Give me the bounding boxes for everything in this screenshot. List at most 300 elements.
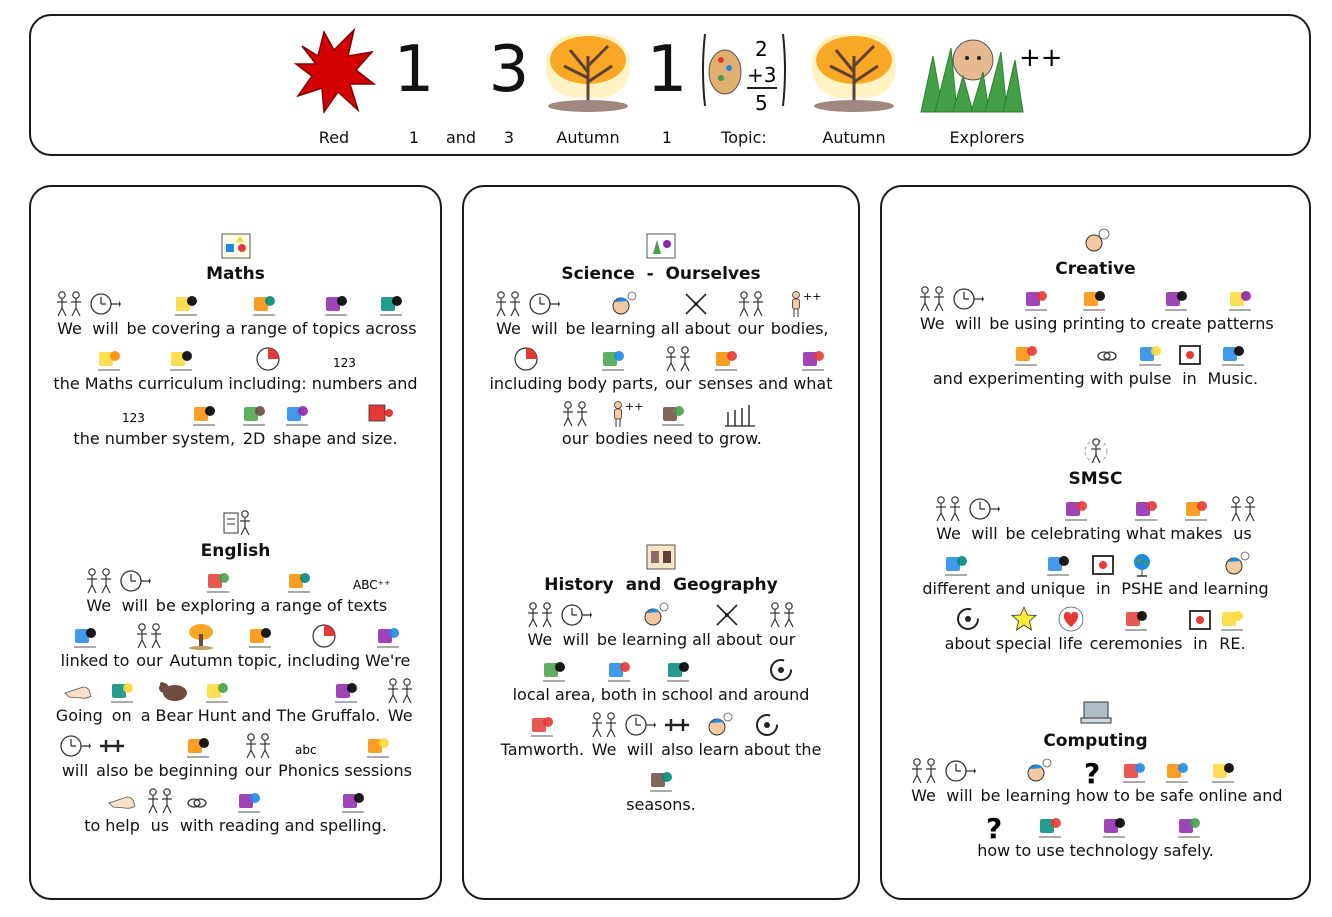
- symbol-word: [1014, 285, 1057, 334]
- word-symbol-icon: [1219, 340, 1247, 368]
- symbol-word: [1228, 495, 1258, 544]
- word-symbol-icon: [589, 711, 619, 739]
- word-text: We: [919, 314, 945, 333]
- symbol-word: [1130, 285, 1146, 334]
- symbol-word: [996, 605, 1052, 654]
- svg-text:ABC⁺⁺: ABC⁺⁺: [353, 578, 391, 592]
- word-text: grow.: [718, 429, 762, 448]
- word-text: Phonics: [278, 761, 340, 780]
- word-symbol-icon: [682, 290, 710, 318]
- word-text: about: [944, 634, 991, 653]
- word-symbol-icon: [968, 495, 1000, 523]
- column-panel-3: [880, 185, 1311, 900]
- svg-text:?: ?: [985, 812, 1002, 845]
- word-symbol-icon: [640, 601, 670, 629]
- word-symbol-icon: [647, 766, 675, 794]
- text-line: [31, 400, 440, 449]
- symbol-word: [952, 285, 984, 334]
- word-symbol-icon: [662, 711, 692, 739]
- symbol-word: [981, 757, 1001, 806]
- header-label: and: [445, 128, 477, 147]
- word-text: sessions: [344, 761, 412, 780]
- word-text: a: [225, 319, 236, 338]
- svg-text:++: ++: [1019, 43, 1063, 73]
- section-title: English: [200, 541, 271, 561]
- word-text: be: [565, 319, 586, 338]
- text-line: [464, 766, 858, 815]
- word-text: to be: [1113, 786, 1155, 805]
- word-symbol-icon: [246, 622, 274, 650]
- english-icon: [31, 509, 440, 537]
- symbol-word: [933, 340, 963, 389]
- symbol-word: [243, 732, 273, 781]
- word-symbol-icon: [322, 290, 350, 318]
- word-text: The: [276, 706, 307, 725]
- word-text: exploring: [180, 596, 256, 615]
- section-title: History and Geography: [544, 575, 778, 595]
- word-text: and: [758, 374, 789, 393]
- word-symbol-icon: [119, 400, 153, 428]
- word-symbol-icon: [243, 732, 273, 760]
- word-symbol-icon: [952, 285, 984, 313]
- word-symbol-icon: [1062, 495, 1090, 523]
- symbol-word: [126, 290, 146, 339]
- computer-icon: [882, 699, 1309, 727]
- word-symbol-icon: [1163, 757, 1191, 785]
- word-symbol-icon: [1128, 550, 1156, 578]
- word-symbol-icon: [917, 285, 947, 313]
- word-symbol-icon: [909, 757, 939, 785]
- word-symbol-icon: [1023, 757, 1053, 785]
- symbol-word: [1163, 812, 1213, 861]
- symbol-word: [145, 787, 175, 836]
- word-text: 2D: [242, 429, 266, 448]
- word-text: be: [989, 314, 1010, 333]
- symbol-word: [273, 400, 321, 449]
- svg-text:?: ?: [1084, 757, 1101, 790]
- symbol-word: [156, 567, 176, 616]
- word-symbol-icon: [1080, 285, 1108, 313]
- symbol-word: [287, 622, 360, 671]
- word-symbol-icon: [767, 656, 795, 684]
- word-symbol-icon: [704, 711, 734, 739]
- symbol-word: [1121, 550, 1163, 599]
- word-symbol-icon: [203, 677, 231, 705]
- word-text: will: [955, 314, 982, 333]
- symbol-word: [1015, 812, 1031, 861]
- section-title: Computing: [1043, 731, 1148, 751]
- symbol-word: [622, 601, 687, 650]
- word-text: technology: [1069, 841, 1159, 860]
- symbol-word: [909, 757, 939, 806]
- section-creative: [882, 227, 1309, 389]
- symbol-word: [501, 711, 584, 760]
- word-symbol-icon: [659, 400, 687, 428]
- word-symbol-icon: [525, 601, 555, 629]
- word-text: using: [1014, 314, 1058, 333]
- word-text: Hunt: [197, 706, 237, 725]
- word-text: safe: [1159, 786, 1194, 805]
- symbol-word: [758, 345, 788, 394]
- svg-text:2: 2: [755, 37, 768, 61]
- symbol-word: [1126, 495, 1165, 544]
- word-symbol-icon: [944, 757, 976, 785]
- word-text: how: [1075, 786, 1109, 805]
- symbol-word: [312, 290, 360, 339]
- word-symbol-icon: [560, 400, 590, 428]
- word-text: curriculum: [138, 374, 224, 393]
- text-line: [882, 495, 1309, 544]
- section-smsc: [882, 437, 1309, 654]
- word-text: Going: [55, 706, 103, 725]
- word-text: about: [743, 740, 791, 759]
- word-symbol-icon: [84, 567, 114, 595]
- word-text: to: [1015, 841, 1032, 860]
- symbol-word: [698, 400, 714, 449]
- word-symbol-icon: [385, 677, 415, 705]
- header-label: Autumn: [822, 128, 886, 147]
- word-symbol-icon: [1010, 605, 1038, 633]
- word-symbol-icon: [608, 290, 638, 318]
- word-symbol-icon: [664, 656, 692, 684]
- word-symbol-icon: [240, 400, 268, 428]
- symbol-word: [736, 290, 766, 339]
- symbol-word: [528, 290, 560, 339]
- word-symbol-icon: [982, 812, 1006, 845]
- word-symbol-icon: [1100, 812, 1128, 840]
- word-symbol-icon: [607, 400, 643, 428]
- word-symbol-icon: [1162, 285, 1190, 313]
- word-text: will: [61, 761, 89, 780]
- symbol-word: [1187, 605, 1213, 654]
- section-english: [31, 509, 440, 836]
- symbol-word: [917, 285, 947, 334]
- word-symbol-icon: [107, 787, 139, 815]
- word-text: texts: [347, 596, 388, 615]
- word-text: will: [971, 524, 998, 543]
- word-text: PSHE: [1121, 579, 1164, 598]
- symbol-word: [597, 601, 617, 650]
- word-text: We: [527, 630, 553, 649]
- word-text: numbers: [311, 374, 383, 393]
- word-text: Maths: [84, 374, 134, 393]
- header-word: [799, 26, 909, 147]
- creative-icon: [882, 227, 1309, 255]
- symbol-word: [241, 677, 271, 726]
- symbol-word: [172, 400, 235, 449]
- word-symbol-icon: [364, 732, 392, 760]
- symbol-word: [59, 732, 91, 781]
- word-text: learning: [1005, 786, 1071, 805]
- word-text: Autumn: [169, 651, 233, 670]
- symbol-word: [320, 787, 387, 836]
- word-text: us: [1233, 524, 1252, 543]
- word-text: a: [140, 706, 151, 725]
- symbol-word: [1062, 285, 1124, 334]
- word-text: of: [326, 596, 343, 615]
- word-symbol-icon: [339, 787, 367, 815]
- word-text: We: [591, 740, 617, 759]
- symbol-word: [624, 711, 656, 760]
- word-text: need: [652, 429, 693, 448]
- text-line: [882, 340, 1309, 389]
- header-label: Red: [318, 128, 350, 147]
- symbol-word: [1199, 757, 1248, 806]
- word-symbol-icon: [493, 290, 523, 318]
- word-text: to: [113, 651, 130, 670]
- symbol-word: [238, 622, 283, 671]
- symbol-word: [365, 290, 416, 339]
- word-text: and: [241, 706, 272, 725]
- text-line: [882, 757, 1309, 806]
- svg-text:5: 5: [755, 91, 768, 115]
- word-text: We: [57, 319, 82, 338]
- section-title: Creative: [1055, 259, 1136, 279]
- word-text: be: [126, 319, 147, 338]
- word-text: ceremonies: [1089, 634, 1183, 653]
- symbol-word: [1208, 340, 1259, 389]
- symbol-word: [1005, 495, 1025, 544]
- word-text: body parts,: [567, 374, 659, 393]
- word-symbol-icon: [560, 601, 592, 629]
- word-text: in: [1096, 579, 1111, 598]
- symbol-word: [1160, 757, 1194, 806]
- symbol-word: [661, 290, 731, 339]
- word-text: our: [244, 761, 272, 780]
- word-text: the: [795, 740, 822, 759]
- symbol-word: [240, 290, 287, 339]
- word-symbol-icon: [157, 677, 191, 705]
- text-line: [464, 290, 858, 339]
- word-text: will: [121, 596, 148, 615]
- word-text: learning: [621, 630, 688, 649]
- symbol-word: [493, 290, 523, 339]
- symbol-word: [719, 400, 762, 449]
- word-symbol-icon: [97, 732, 127, 760]
- word-text: and: [932, 369, 963, 388]
- word-text: special: [995, 634, 1052, 653]
- text-line: [31, 567, 440, 616]
- symbol-word: [347, 567, 391, 616]
- word-symbol-icon: [330, 345, 364, 373]
- word-symbol-icon: [190, 400, 218, 428]
- section-title: SMSC: [1068, 469, 1123, 489]
- symbol-word: [1129, 340, 1172, 389]
- symbol-word: [1076, 757, 1109, 806]
- word-symbol-icon: [374, 622, 402, 650]
- header-number: 1: [646, 33, 688, 107]
- word-symbol-icon: [713, 601, 741, 629]
- word-text: senses: [698, 374, 754, 393]
- symbol-word: [326, 400, 356, 449]
- word-text: be: [155, 596, 176, 615]
- symbol-word: [771, 290, 829, 339]
- symbol-word: [977, 812, 1010, 861]
- symbol-word: [56, 677, 103, 726]
- word-symbol-icon: [1175, 812, 1203, 840]
- symbol-word: [61, 622, 109, 671]
- text-line: [31, 622, 440, 671]
- word-text: life: [1058, 634, 1083, 653]
- symbol-word: [311, 677, 380, 726]
- symbol-word: [968, 340, 1085, 389]
- word-symbol-icon: [95, 345, 123, 373]
- symbol-word: [361, 400, 397, 449]
- text-line: [464, 601, 858, 650]
- symbol-word: [141, 677, 151, 726]
- symbol-word: [96, 732, 128, 781]
- header-label: Topic:: [721, 128, 767, 147]
- word-text: topic,: [237, 651, 283, 670]
- symbol-word: [1170, 495, 1222, 544]
- maths-icon: [31, 232, 440, 260]
- text-line: [31, 290, 440, 339]
- symbol-word: [387, 345, 417, 394]
- word-symbol-icon: [365, 400, 395, 428]
- word-symbol-icon: [254, 345, 282, 373]
- word-text: seasons.: [626, 795, 696, 814]
- word-symbol-icon: [250, 290, 278, 318]
- word-symbol-icon: [1182, 495, 1210, 523]
- word-symbol-icon: [1177, 340, 1203, 368]
- word-text: We're: [365, 651, 411, 670]
- smsc-icon: [882, 437, 1309, 465]
- word-text: and: [387, 374, 418, 393]
- symbol-word: [589, 711, 619, 760]
- symbol-word: [1218, 605, 1246, 654]
- symbol-word: [922, 550, 990, 599]
- word-text: on: [111, 706, 132, 725]
- symbol-word: [1177, 340, 1203, 389]
- symbol-word: [525, 601, 555, 650]
- symbol-word: [1090, 550, 1116, 599]
- text-line: [882, 605, 1309, 654]
- symbol-word: [327, 567, 342, 616]
- word-text: and: [1168, 579, 1199, 598]
- word-symbol-icon: [1012, 340, 1040, 368]
- symbol-word: [344, 732, 412, 781]
- word-symbol-icon: [377, 290, 405, 318]
- word-text: number: [104, 429, 168, 448]
- word-text: spelling.: [319, 816, 387, 835]
- word-text: reading: [218, 816, 280, 835]
- header-label: 1: [408, 128, 420, 147]
- symbol-word: [1203, 550, 1268, 599]
- symbol-word: [119, 567, 151, 616]
- word-text: We: [496, 319, 521, 338]
- word-symbol-icon: [599, 345, 627, 373]
- word-text: pulse: [1128, 369, 1172, 388]
- word-text: unique: [1030, 579, 1086, 598]
- symbol-word: [292, 290, 307, 339]
- word-symbol-icon: [1122, 605, 1150, 633]
- word-text: and: [718, 685, 749, 704]
- word-text: a: [260, 596, 271, 615]
- word-text: and: [995, 579, 1026, 598]
- word-symbol-icon: [1226, 285, 1254, 313]
- svg-text:abc: abc: [294, 743, 317, 757]
- word-text: different: [922, 579, 991, 598]
- symbol-word: [1036, 812, 1064, 861]
- autumn-tree-icon: [799, 26, 909, 114]
- word-symbol-icon: [712, 345, 740, 373]
- word-symbol-icon: [512, 345, 540, 373]
- word-text: will: [626, 740, 654, 759]
- word-symbol-icon: [1228, 495, 1258, 523]
- word-text: our: [664, 374, 692, 393]
- section-science: [464, 232, 858, 449]
- symbol-word: [1030, 495, 1120, 544]
- word-text: be: [1005, 524, 1026, 543]
- word-text: all about: [660, 319, 731, 338]
- symbol-word: [653, 400, 693, 449]
- word-symbol-icon: [1221, 550, 1251, 578]
- header-number: 3: [488, 33, 530, 107]
- explorer-icon: [932, 26, 1063, 114]
- symbol-word: [285, 787, 315, 836]
- header-label: Explorers: [949, 128, 1025, 147]
- word-symbol-icon: [753, 711, 781, 739]
- word-text: be: [133, 761, 154, 780]
- word-symbol-icon: [1044, 550, 1072, 578]
- word-symbol-icon: [59, 732, 91, 760]
- word-symbol-icon: [1095, 340, 1119, 368]
- science-icon: [464, 232, 858, 260]
- word-text: will: [562, 630, 590, 649]
- symbol-word: [385, 677, 415, 726]
- symbol-word: [744, 711, 790, 760]
- symbol-word: [138, 345, 223, 394]
- word-text: bodies,: [770, 319, 829, 338]
- header-word: [689, 26, 799, 147]
- symbol-word: [261, 567, 271, 616]
- word-text: the: [53, 374, 80, 393]
- word-text: how: [977, 841, 1011, 860]
- word-text: RE.: [1219, 634, 1246, 653]
- symbol-word: [642, 656, 713, 705]
- word-symbol-icon: [1036, 812, 1064, 840]
- symbol-word: [228, 345, 306, 394]
- word-text: to: [84, 816, 101, 835]
- word-text: will: [531, 319, 558, 338]
- word-text: including: [489, 374, 563, 393]
- word-symbol-icon: [235, 787, 263, 815]
- word-text: around: [753, 685, 810, 704]
- symbol-word: [275, 567, 322, 616]
- word-text: including: [287, 651, 361, 670]
- text-line: [464, 400, 858, 449]
- symbol-word: [151, 290, 220, 339]
- text-line: [464, 711, 858, 760]
- word-text: bodies: [595, 429, 648, 448]
- word-symbol-icon: [528, 290, 560, 318]
- section-title: Science - Ourselves: [561, 264, 761, 284]
- symbol-word: [513, 656, 596, 705]
- word-symbol-icon: [119, 567, 151, 595]
- word-text: Gruffalo.: [311, 706, 381, 725]
- word-symbol-icon: [528, 711, 556, 739]
- word-text: what: [1125, 524, 1166, 543]
- word-symbol-icon: [186, 622, 216, 650]
- word-text: will: [946, 786, 973, 805]
- header-panel: [29, 14, 1311, 156]
- word-symbol-icon: [332, 677, 360, 705]
- svg-text:123: 123: [121, 411, 145, 425]
- word-text: and: [284, 816, 315, 835]
- symbol-word: [944, 757, 976, 806]
- symbol-word: [989, 285, 1009, 334]
- symbol-word: [1030, 550, 1085, 599]
